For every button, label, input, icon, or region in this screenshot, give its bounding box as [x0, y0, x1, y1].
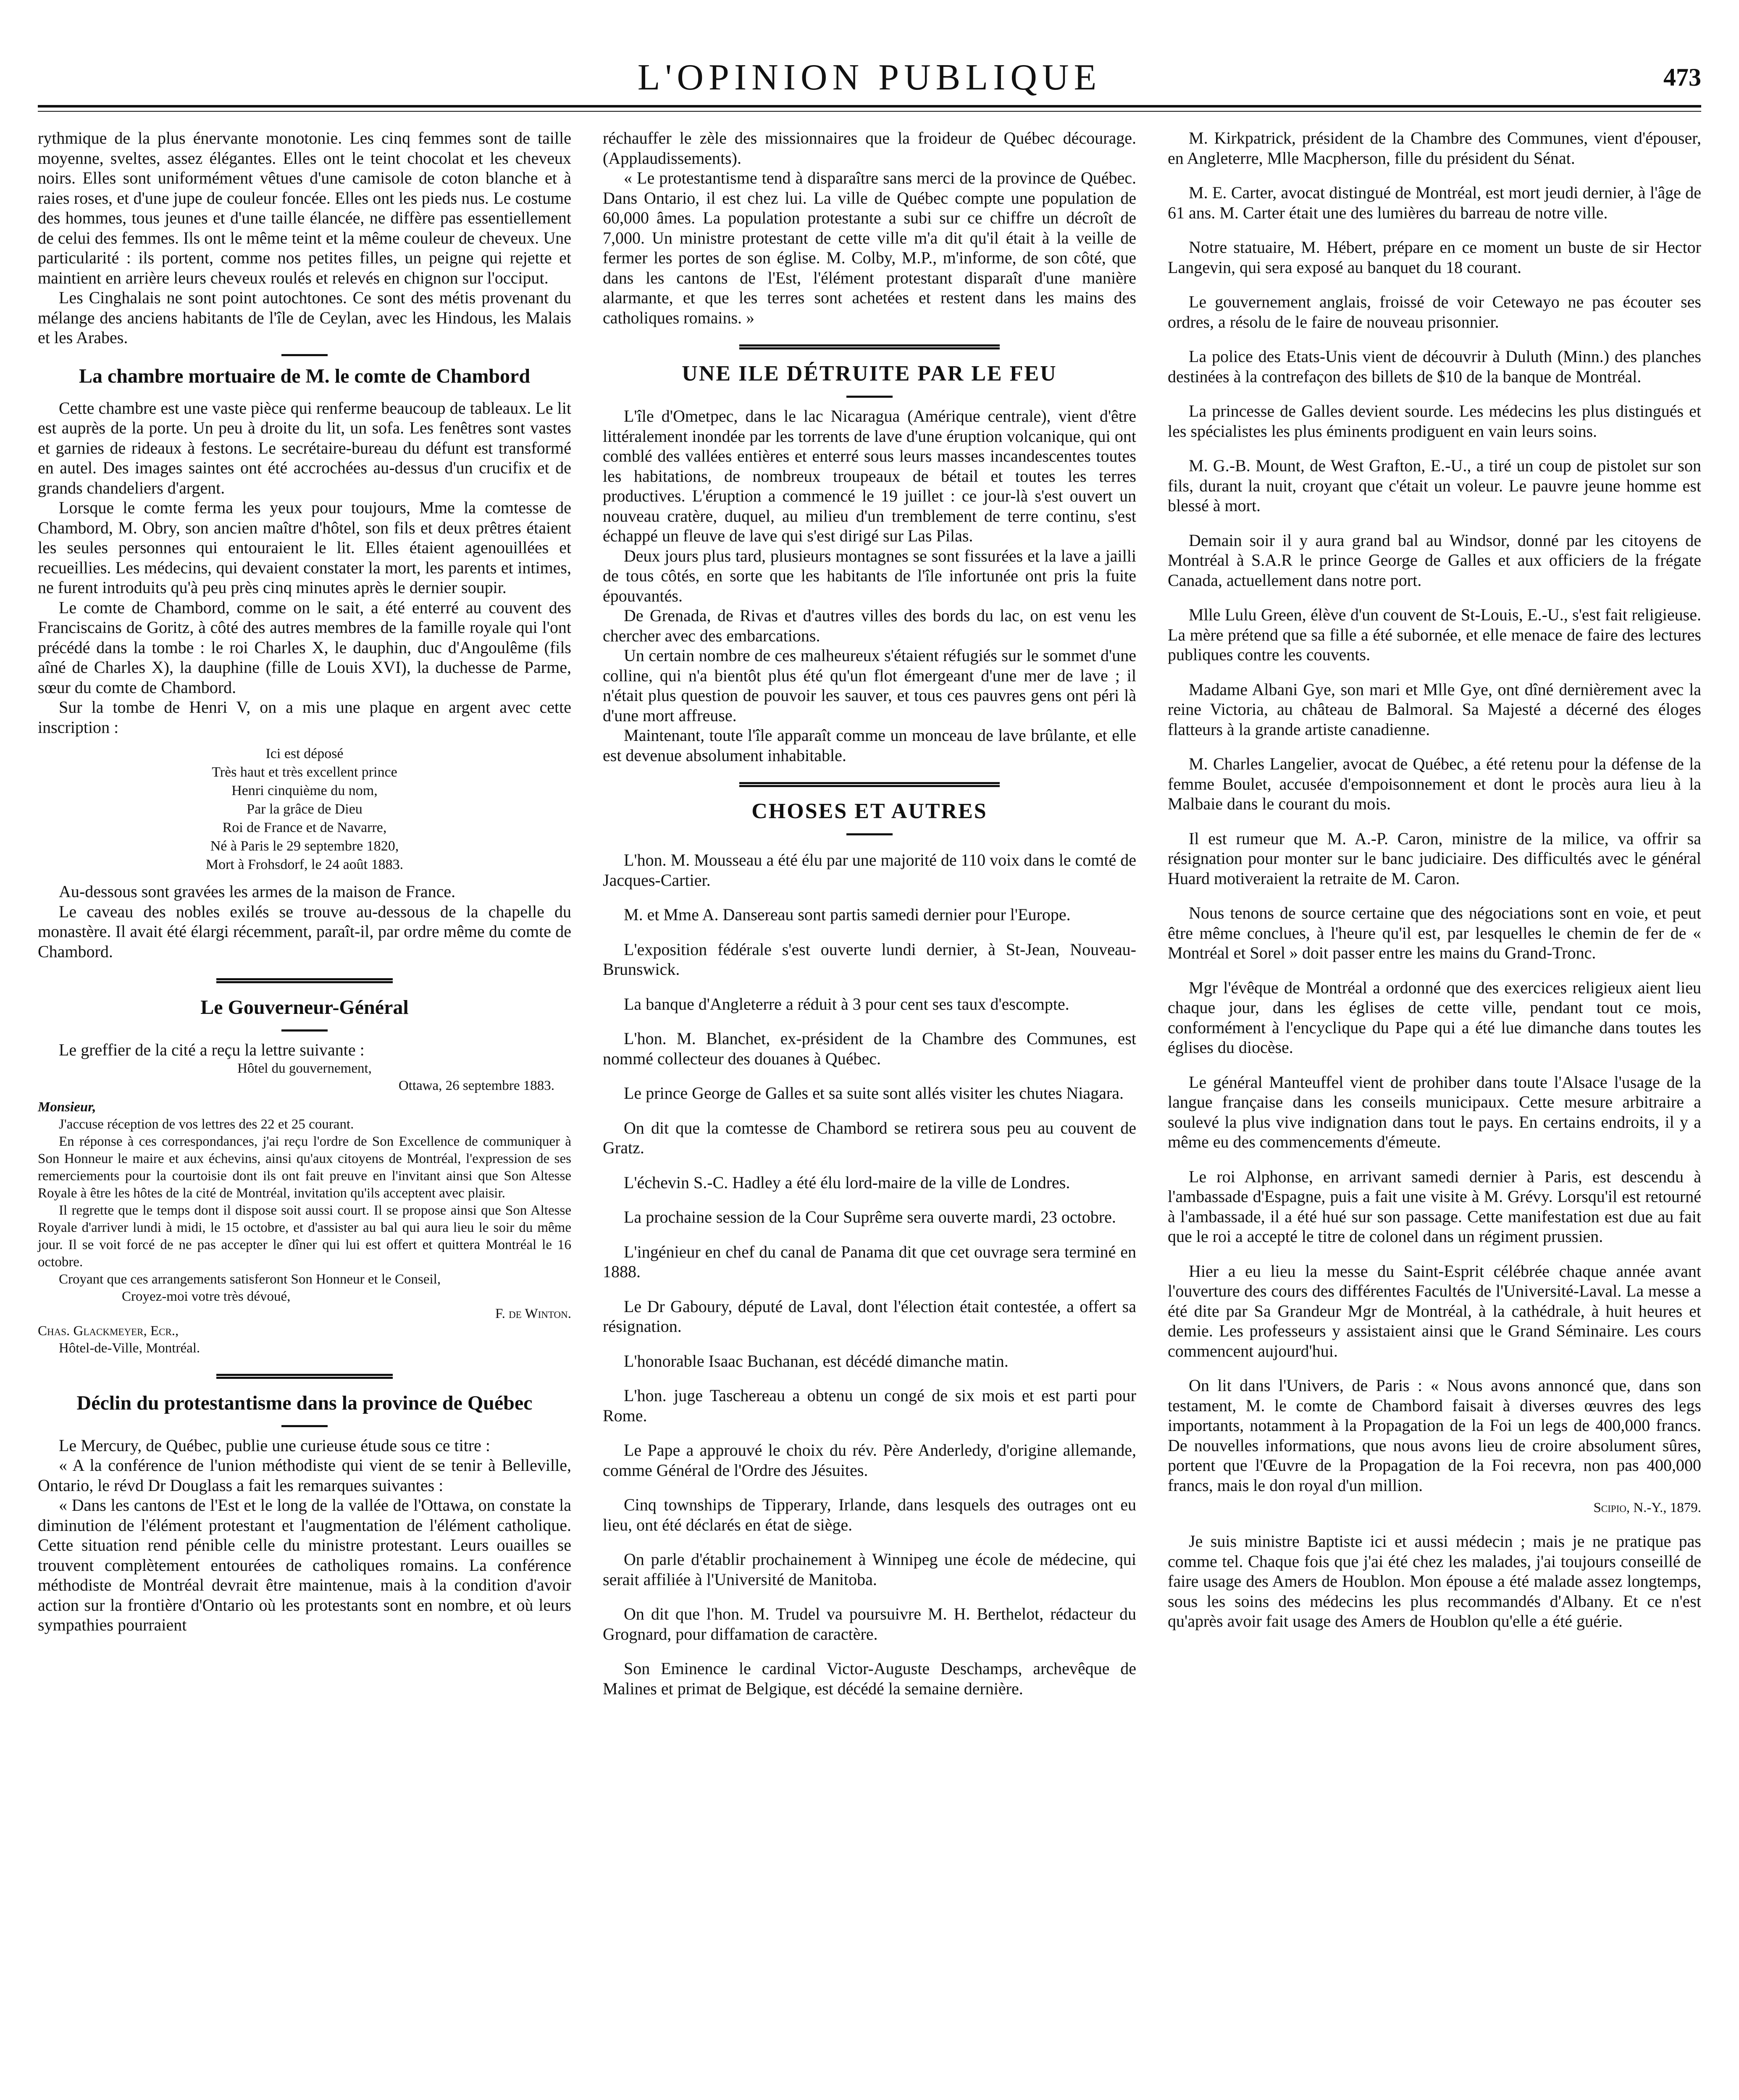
article-paragraph: L'île d'Ometpec, dans le lac Nicaragua (Amérique centrale), vient d'être littéralement inondée par les torrents de lave d'une éruption volcanique, qui ont comblé des vallées entières et enterré sous leurs masses incandescentes toutes les habitations, de nombreux troupeaux de bétail et toutes les terres productives. L'éruption a commencé le 19 juillet : ce jour-là s'est ouvert un nouveau cratère, duquel, au milieu d'un tremblement de terre continu, s'est échappé un fleuve de lave qui s'est dirigé sur Las Pilas.: [603, 407, 1136, 545]
news-item: L'honorable Isaac Buchanan, est décédé dimanche matin.: [624, 1351, 1009, 1370]
letter-closing: Croyez-moi votre très dévoué,: [122, 1289, 291, 1304]
header-rule: [38, 105, 1701, 108]
news-item: Le roi Alphonse, en arrivant samedi dernier à Paris, est descendu à l'ambassade d'Espagne, puis a fait une visite à M. Grévy. Lorsqu'il est retourné à l'ambassade, il a été hué sur son passage. Cette manifestation est due au fait que le roi a accepté le titre de colonel dans un régiment prussien.: [1168, 1167, 1701, 1246]
article-paragraph: Le comte de Chambord, comme on le sait, a été enterré au couvent des Franciscains de Goritz, à côté des autres membres de la famille royale qui l'ont précédé dans la tombe : le roi Charles X, le dauphin, duc d'Angoulême (fils aîné de Charles X), la dauphine (fille de Louis XVI), la duchesse de Parme, sœur du comte de Chambord.: [38, 598, 571, 697]
letter-body: Croyant que ces arrangements satisferont Son Honneur et le Conseil,: [59, 1271, 441, 1287]
news-item: M. Kirkpatrick, président de la Chambre des Communes, vient d'épouser, en Angleterre, Mlle Macpherson, fille du président du Sénat.: [1168, 129, 1701, 168]
headline-gouverneur: Le Gouverneur-Général: [200, 996, 409, 1018]
headline-declin: Déclin du protestantisme dans la province de Québec: [76, 1391, 533, 1414]
news-item: Mgr l'évêque de Montréal a ordonné que des exercices religieux aient lieu chaque jour, dans les églises de cette ville, pendant tout ce mois, conformément à l'encyclique du Pape qui a été lue dimanche dans toutes les églises du diocèse.: [1168, 978, 1701, 1057]
news-item: M. Charles Langelier, avocat de Québec, a été retenu pour la défense de la femme Boulet, accusée d'empoisonnement et dont le procès aura lieu à la Malbaie dans le courant du mois.: [1168, 754, 1701, 813]
letter-body: J'accuse réception de vos lettres des 22 et 25 courant.: [59, 1116, 354, 1132]
news-item: On lit dans l'Univers, de Paris : « Nous avons annoncé que, dans son testament, M. le comte de Chambord faisait à diverses œuvres des legs importants, notamment à la Propagation de la Foi un legs de 400,000 francs. De nouvelles informations, que nous avons lieu de croire absolument sûres, portent que l'Œuvre de la Propagation de la Foi recevra, non pas 400,000 francs, mais le don royal d'un million.: [1168, 1376, 1701, 1495]
letter-signature: F. de Winton.: [495, 1306, 571, 1321]
news-item: Son Eminence le cardinal Victor-Auguste Deschamps, archevêque de Malines et primat de Belgique, est décédé la semaine dernière.: [603, 1659, 1136, 1698]
inscription-line: Roi de France et de Navarre,: [222, 820, 387, 835]
news-item: L'hon. M. Blanchet, ex-président de la Chambre des Communes, est nommé collecteur des douanes à Québec.: [603, 1029, 1136, 1068]
news-item: M. et Mme A. Dansereau sont partis samedi dernier pour l'Europe.: [624, 905, 1071, 924]
inscription-line: Ici est déposé: [265, 746, 344, 761]
article-paragraph: Les Cinghalais ne sont point autochtones. Ce sont des métis provenant du mélange des anciens habitants de l'île de Ceylan, avec les Hindous, les Malais et les Arabes.: [38, 288, 571, 347]
news-item: Madame Albani Gye, son mari et Mlle Gye, ont dîné dernièrement avec la reine Victoria, au château de Balmoral. Sa Majesté a décerné des éloges flatteurs à la grande artiste canadienne.: [1168, 680, 1701, 739]
news-item: L'exposition fédérale s'est ouverte lundi dernier, à St-Jean, Nouveau-Brunswick.: [603, 940, 1136, 979]
news-item: Le général Manteuffel vient de prohiber dans toute l'Alsace l'usage de la langue française dans les conseils municipaux. Cette mesure arbitraire a soulevé la plus vive indignation dans tout le pays. En certains endroits, il y a même eu des commencements d'émeute.: [1168, 1072, 1701, 1151]
testimonial-dateline: Scipio, N.-Y., 1879.: [1593, 1500, 1701, 1515]
double-separator: [739, 782, 1000, 787]
news-item: La prochaine session de la Cour Suprême sera ouverte mardi, 23 octobre.: [624, 1208, 1116, 1226]
news-item: La banque d'Angleterre a réduit à 3 pour cent ses taux d'escompte.: [624, 994, 1069, 1013]
news-item: Demain soir il y aura grand bal au Windsor, donné par les citoyens de Montréal à S.A.R le prince George de Galles et aux officiers de la frégate Canada, actuellement dans notre port.: [1168, 530, 1701, 590]
news-item: M. E. Carter, avocat distingué de Montréal, est mort jeudi dernier, à l'âge de 61 ans. M. Carter était une des lumières du barreau de notre ville.: [1168, 183, 1701, 222]
column-1: [38, 128, 571, 1635]
inscription-line: Très haut et très excellent prince: [212, 764, 397, 780]
headline-choses: CHOSES ET AUTRES: [751, 799, 988, 823]
news-item: L'échevin S.-C. Hadley a été élu lord-maire de la ville de Londres.: [624, 1173, 1070, 1192]
separator: [846, 396, 893, 398]
headline-chambre: La chambre mortuaire de M. le comte de Chambord: [79, 365, 531, 387]
news-item: Mlle Lulu Green, élève d'un couvent de St-Louis, E.-U., s'est fait religieuse. La mère prétend que sa fille a été subornée, et elle menace de faire des lectures publiques contre les couvents.: [1168, 605, 1701, 664]
separator: [281, 1029, 328, 1032]
news-item: On parle d'établir prochainement à Winnipeg une école de médecine, qui serait affiliée à l'Université de Manitoba.: [603, 1550, 1136, 1589]
article-paragraph: Sur la tombe de Henri V, on a mis une plaque en argent avec cette inscription :: [38, 698, 571, 737]
news-item: On dit que la comtesse de Chambord se retirera sous peu au couvent de Gratz.: [603, 1118, 1136, 1157]
article-paragraph: Deux jours plus tard, plusieurs montagnes se sont fissurées et la lave a jailli de tous côtés, en sorte que les habitants de l'île infortunée ont pris la fuite épouvantés.: [603, 546, 1136, 605]
article-paragraph: réchauffer le zèle des missionnaires que la froideur de Québec décourage. (Applaudissements).: [603, 129, 1136, 168]
news-item: Nous tenons de source certaine que des négociations sont en voie, et peut être même conclues, à l'heure qu'il est, par lesquelles le chemin de fer de « Montréal et Sorel » doit passer entre les mains du Grand-Tronc.: [1168, 903, 1701, 962]
news-item: L'ingénieur en chef du canal de Panama dit que cet ouvrage sera terminé en 1888.: [603, 1242, 1136, 1281]
letter-place: Hôtel du gouvernement,: [237, 1060, 372, 1076]
news-item: La police des Etats-Unis vient de découvrir à Duluth (Minn.) des planches destinées à la contrefaçon des billets de $10 de la banque de Montréal.: [1168, 347, 1701, 386]
article-paragraph: rythmique de la plus énervante monotonie. Les cinq femmes sont de taille moyenne, sveltes, assez élégantes. Elles ont le teint chocolat et les cheveux noirs. Elles sont uniformément vêtues d'une camisole de coton blanche et à raies roses, et d'une jupe de couleur foncée. Elles ont les pieds nus. Le costume des hommes, tous jeunes et d'une taille élancée, ne diffère pas essentiellement de celui des femmes. Ils ont le même teint et la même couleur de cheveux. Une particularité : ils portent, comme nos petites filles, un peigne qui rejette et maintient en arrière leurs cheveux roulés et relevés en chignon sur l'occiput.: [38, 129, 571, 287]
letter-salutation: Monsieur,: [38, 1099, 96, 1115]
article-paragraph: Le greffier de la cité a reçu la lettre suivante :: [59, 1040, 365, 1059]
news-item: Cinq townships de Tipperary, Irlande, dans lesquels des outrages ont eu lieu, ont été déclarés en état de siège.: [603, 1495, 1136, 1534]
inscription-line: Mort à Frohsdorf, le 24 août 1883.: [205, 857, 404, 872]
inscription-line: Henri cinquième du nom,: [231, 783, 378, 798]
letter-body: Il regrette que le temps dont il dispose soit aussi court. Il se propose ainsi que Son Altesse Royale d'arriver lundi à midi, le 15 octobre, et d'assister au bal qui aura lieu le soir du même jour. Il se voit forcé de ne pas accepter le dîner qui lui est offert et quittera Montréal le 16 octobre.: [38, 1202, 571, 1270]
inscription-line: Par la grâce de Dieu: [247, 801, 363, 817]
headline-ile: UNE ILE DÉTRUITE PAR LE FEU: [682, 362, 1057, 386]
news-item: Le prince George de Galles et sa suite sont allés visiter les chutes Niagara.: [624, 1084, 1124, 1102]
inscription-line: Né à Paris le 29 septembre 1820,: [210, 838, 399, 854]
letter-recipient-address: Hôtel-de-Ville, Montréal.: [59, 1340, 200, 1356]
page-number: 473: [1663, 63, 1701, 91]
article-paragraph: Au-dessous sont gravées les armes de la maison de France.: [59, 882, 456, 901]
article-paragraph: Maintenant, toute l'île apparaît comme un monceau de lave brûlante, et elle est devenue absolument inhabitable.: [603, 726, 1136, 765]
article-paragraph: Lorsque le comte ferma les yeux pour toujours, Mme la comtesse de Chambord, M. Obry, son ancien maître d'hôtel, son fils et deux prêtres étaient les seules personnes qui entouraient le lit. Elles étaient agenouillées et recueillies. Les médecins, qui devaient constater la mort, les parents et intimes, ne furent introduits qu'à peu près cinq minutes après le dernier soupir.: [38, 498, 571, 597]
news-item: Le gouvernement anglais, froissé de voir Cetewayo ne pas écouter ses ordres, a résolu de le faire de nouveau prisonnier.: [1168, 292, 1701, 331]
column-3: [1168, 128, 1701, 1631]
news-item: M. G.-B. Mount, de West Grafton, E.-U., a tiré un coup de pistolet sur son fils, durant la nuit, croyant que c'était un voleur. Le pauvre jeune homme est blessé à mort.: [1168, 456, 1701, 515]
news-item: On dit que l'hon. M. Trudel va poursuivre M. H. Berthelot, rédacteur du Grognard, pour diffamation de caractère.: [603, 1604, 1136, 1643]
separator: [846, 833, 893, 835]
article-paragraph: « A la conférence de l'union méthodiste qui vient de se tenir à Belleville, Ontario, le révd Dr Douglass a fait les remarques suivantes :: [38, 1456, 571, 1495]
header-rule-thin: [38, 111, 1701, 112]
news-item: Hier a eu lieu la messe du Saint-Esprit célébrée chaque année avant l'ouverture des cours des différentes Facultés de l'Université-Laval. La messe a été dite par Sa Grandeur Mgr de Montréal, à la cathédrale, à huit heures et demie. Les professeurs y assistaient ainsi que le Grand Séminaire. Les cours commencent aujourd'hui.: [1168, 1261, 1701, 1360]
column-2: [603, 128, 1136, 1698]
inscription: [38, 745, 571, 874]
letter-date: Ottawa, 26 septembre 1883.: [398, 1078, 554, 1093]
article-paragraph: Le caveau des nobles exilés se trouve au-dessous de la chapelle du monastère. Il avait été élargi récemment, paraît-il, par ordre même du comte de Chambord.: [38, 902, 571, 961]
news-item: La princesse de Galles devient sourde. Les médecins les plus distingués et les spécialistes les plus éminents prodiguent en vain leurs soins.: [1168, 402, 1701, 441]
testimonial-paragraph: Je suis ministre Baptiste ici et aussi médecin ; mais je ne pratique pas comme tel. Chaque fois que j'ai été chez les malades, j'ai toujours conseillé de faire usage des Amers de Houblon. Mon épouse a été malade assez longtemps, sous les soins des médecins les plus recommandés d'Albany. Et ce n'est qu'après avoir fait usage des Amers de Houblon qu'elle a été guérie.: [1168, 1532, 1701, 1630]
news-item: Il est rumeur que M. A.-P. Caron, ministre de la milice, va offrir sa résignation pour monter sur le banc judiciaire. Des difficultés avec le général Huard motiveraient la retraite de M. Caron.: [1168, 829, 1701, 888]
masthead-title: L'OPINION PUBLIQUE: [637, 57, 1102, 98]
news-item: L'hon. juge Taschereau a obtenu un congé de six mois et est parti pour Rome.: [603, 1386, 1136, 1425]
double-separator: [216, 978, 393, 983]
article-paragraph: Cette chambre est une vaste pièce qui renferme beaucoup de tableaux. Le lit est auprès de la porte. Un peu à droite du lit, un sofa. Les fenêtres sont vastes et garnies de rideaux à festons. Le secrétaire-bureau du défunt est transformé en autel. Des images saintes ont été accrochées au-dessus d'un crucifix et de grands chandeliers d'argent.: [38, 398, 571, 497]
letter-body: En réponse à ces correspondances, j'ai reçu l'ordre de Son Excellence de communiquer à Son Honneur le maire et aux échevins, ainsi qu'aux citoyens de Montréal, l'expression de ses remerciements pour la courtoisie dont ils ont fait preuve en l'invitant ainsi que Son Altesse Royale à être les hôtes de la cité de Montréal, invitation qu'ils acceptent avec plaisir.: [38, 1134, 571, 1201]
article-paragraph: Le Mercury, de Québec, publie une curieuse étude sous ce titre :: [59, 1436, 490, 1455]
double-separator: [216, 1374, 393, 1379]
news-item: L'hon. M. Mousseau a été élu par une majorité de 110 voix dans le comté de Jacques-Cartier.: [603, 850, 1136, 890]
article-paragraph: De Grenada, de Rivas et d'autres villes des bords du lac, on est venu les chercher avec des embarcations.: [603, 606, 1136, 645]
separator: [281, 354, 328, 356]
separator: [281, 1425, 328, 1427]
article-paragraph: « Le protestantisme tend à disparaître sans merci de la province de Québec. Dans Ontario, il est chez lui. La ville de Québec compte une population de 60,000 âmes. La population protestante a subi sur ce chiffre un décroît de 7,000. Un ministre protestant de cette ville m'a dit qu'il était à la veille de fermer les portes de son église. M. Colby, M.P., m'informe, de son côté, que dans les cantons de l'Est, l'élément protestant disparaît d'une manière alarmante, et que les terres sont achetées et restent dans les mains des catholiques romains. »: [603, 168, 1136, 327]
double-separator: [739, 344, 1000, 349]
article-paragraph: « Dans les cantons de l'Est et le long de la vallée de l'Ottawa, on constate la diminution de l'élément protestant et l'augmentation de l'élément catholique. Cette situation rend pénible celle du ministre protestant. Leurs ouailles se trouvent complètement entourées de catholiques romains. La conférence méthodiste de Montréal devrait être maintenue, mais à la condition d'avoir action sur la frontière d'Ontario où les protestants sont en nombre, et où leurs sympathies pourraient: [38, 1496, 571, 1634]
news-item: Notre statuaire, M. Hébert, prépare en ce moment un buste de sir Hector Langevin, qui sera exposé au banquet du 18 courant.: [1168, 238, 1701, 277]
news-item: Le Dr Gaboury, député de Laval, dont l'élection était contestée, a offert sa résignation.: [603, 1297, 1136, 1336]
letter-recipient: Chas. Glackmeyer, Ecr.,: [38, 1323, 179, 1339]
article-paragraph: Un certain nombre de ces malheureux s'étaient réfugiés sur le sommet d'une colline, qui n'a bientôt plus été qu'un flot émergeant d'une mer de lave ; il n'était plus question de pouvoir les sauver, et tous ces pauvres gens ont péri là d'une mort affreuse.: [603, 646, 1136, 725]
news-item: Le Pape a approuvé le choix du rév. Père Anderledy, d'origine allemande, comme Général de l'Ordre des Jésuites.: [603, 1441, 1136, 1480]
